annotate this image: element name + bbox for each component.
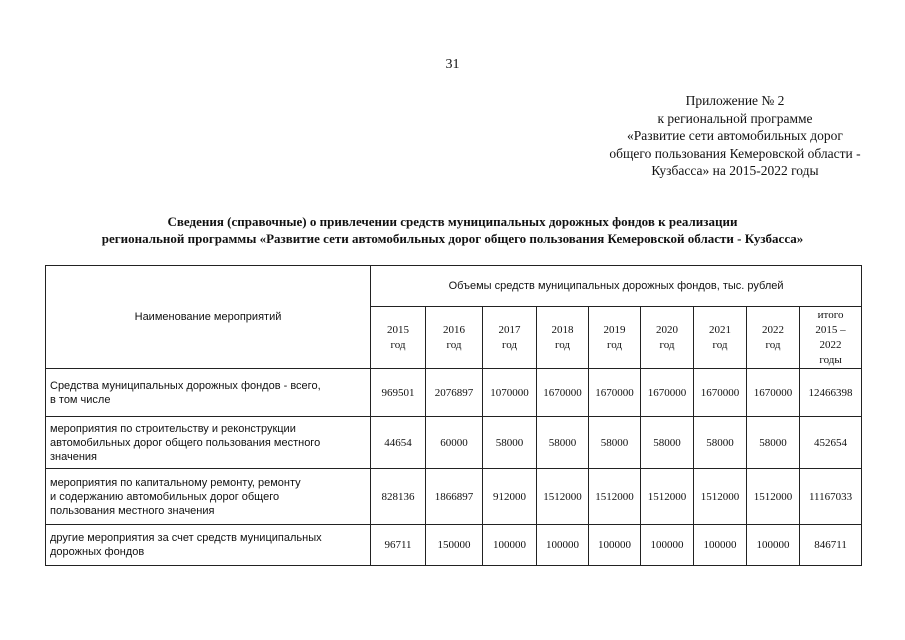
title-line: Сведения (справочные) о привлечении средств муниципальных дорожных фондов к реализации	[167, 214, 738, 229]
year-header-line: 2022	[819, 338, 842, 351]
table-row	[46, 417, 862, 469]
header-year-cell	[589, 307, 641, 369]
value-cell: 452654	[800, 417, 862, 469]
value-cell: 1866897	[426, 469, 483, 525]
header-year-cell	[800, 307, 862, 369]
header-year-cell	[537, 307, 589, 369]
year-header-line: 2022	[762, 323, 784, 336]
year-header-line: 2019	[603, 323, 626, 336]
year-header-line: итого	[817, 308, 844, 321]
value-cell: 150000	[426, 525, 483, 566]
value-cell: 58000	[641, 417, 694, 469]
row-name-cell	[46, 417, 371, 469]
value-cell: 58000	[483, 417, 537, 469]
year-header-line: 2018	[551, 323, 574, 336]
value-cell: 969501	[371, 369, 426, 417]
value-cell: 100000	[483, 525, 537, 566]
row-name-cell	[46, 469, 371, 525]
value-cell: 58000	[537, 417, 589, 469]
value-cell: 2076897	[426, 369, 483, 417]
value-cell: 1670000	[694, 369, 747, 417]
value-cell: 58000	[694, 417, 747, 469]
year-header-line: годы	[819, 353, 842, 366]
appendix-line: общего пользования Кемеровской области -	[609, 145, 861, 161]
row-name-line: пользования местного значения	[50, 504, 215, 517]
row-name-cell	[46, 525, 371, 566]
value-cell: 100000	[537, 525, 589, 566]
document-title	[0, 213, 905, 247]
row-name-line: мероприятия по капитальному ремонту, ремонту	[50, 476, 301, 489]
table-row	[46, 525, 862, 566]
table-row	[46, 369, 862, 417]
appendix-line: «Развитие сети автомобильных дорог	[627, 128, 843, 143]
appendix-note	[560, 92, 905, 180]
value-cell: 12466398	[800, 369, 862, 417]
row-name-line: Средства муниципальных дорожных фондов - всего,	[50, 379, 321, 392]
value-cell: 1512000	[747, 469, 800, 525]
value-cell: 1070000	[483, 369, 537, 417]
year-header-line: 2021	[709, 323, 731, 336]
year-header-line: 2017	[498, 323, 521, 336]
table-row	[46, 469, 862, 525]
year-header-line: год	[446, 338, 462, 351]
year-header-line: год	[501, 338, 518, 351]
value-cell: 96711	[371, 525, 426, 566]
value-cell: 1512000	[641, 469, 694, 525]
year-header-line: 2015 –	[815, 323, 846, 336]
value-cell: 11167033	[800, 469, 862, 525]
funds-table-body	[46, 266, 862, 566]
row-name-line: дорожных фондов	[50, 546, 145, 558]
value-cell: 100000	[747, 525, 800, 566]
header-name-cell: Наименование мероприятий	[46, 266, 371, 369]
header-year-cell	[694, 307, 747, 369]
value-cell: 44654	[371, 417, 426, 469]
title-line: региональной программы «Развитие сети автомобильных дорог общего пользования Кемеровской области - Кузбасса»	[101, 231, 804, 246]
value-cell: 100000	[589, 525, 641, 566]
value-cell: 828136	[371, 469, 426, 525]
appendix-line: Кузбасса» на 2015-2022 годы	[651, 163, 819, 178]
row-name-line: в том числе	[50, 393, 111, 406]
year-header-line: год	[712, 338, 728, 351]
header-year-cell	[747, 307, 800, 369]
year-header-line: год	[765, 338, 781, 351]
value-cell: 1512000	[537, 469, 589, 525]
header-row	[46, 266, 862, 307]
value-cell: 100000	[641, 525, 694, 566]
value-cell: 58000	[747, 417, 800, 469]
row-name-line: и содержанию автомобильных дорог общего	[50, 490, 280, 503]
header-year-cell	[426, 307, 483, 369]
row-name-line: значения	[50, 450, 98, 463]
value-cell: 1670000	[747, 369, 800, 417]
funds-table	[45, 265, 862, 566]
row-name-cell	[46, 369, 371, 417]
year-header-line: 2015	[387, 323, 409, 336]
value-cell: 846711	[800, 525, 862, 566]
year-header-line: год	[554, 338, 571, 351]
row-name-line: автомобильных дорог общего пользования местного	[50, 436, 321, 449]
year-header-line: год	[606, 338, 623, 351]
appendix-line: Приложение № 2	[685, 93, 785, 108]
value-cell: 912000	[483, 469, 537, 525]
value-cell: 60000	[426, 417, 483, 469]
header-year-cell	[483, 307, 537, 369]
row-name-line: другие мероприятия за счет средств муниципальных	[50, 532, 322, 544]
value-cell: 1670000	[641, 369, 694, 417]
header-year-cell	[371, 307, 426, 369]
header-year-cell	[641, 307, 694, 369]
value-cell: 58000	[589, 417, 641, 469]
value-cell: 1512000	[694, 469, 747, 525]
year-header-line: 2016	[443, 323, 465, 336]
row-name-line: мероприятия по строительству и реконструкции	[50, 422, 296, 435]
header-volumes-cell: Объемы средств муниципальных дорожных фондов, тыс. рублей	[371, 266, 862, 307]
page-number: 31	[445, 57, 460, 72]
year-header-line: 2020	[656, 323, 678, 336]
appendix-line: к региональной программе	[657, 110, 813, 126]
value-cell: 1670000	[589, 369, 641, 417]
value-cell: 100000	[694, 525, 747, 566]
value-cell: 1670000	[537, 369, 589, 417]
value-cell: 1512000	[589, 469, 641, 525]
year-header-line: год	[659, 338, 675, 351]
year-header-line: год	[390, 338, 406, 351]
